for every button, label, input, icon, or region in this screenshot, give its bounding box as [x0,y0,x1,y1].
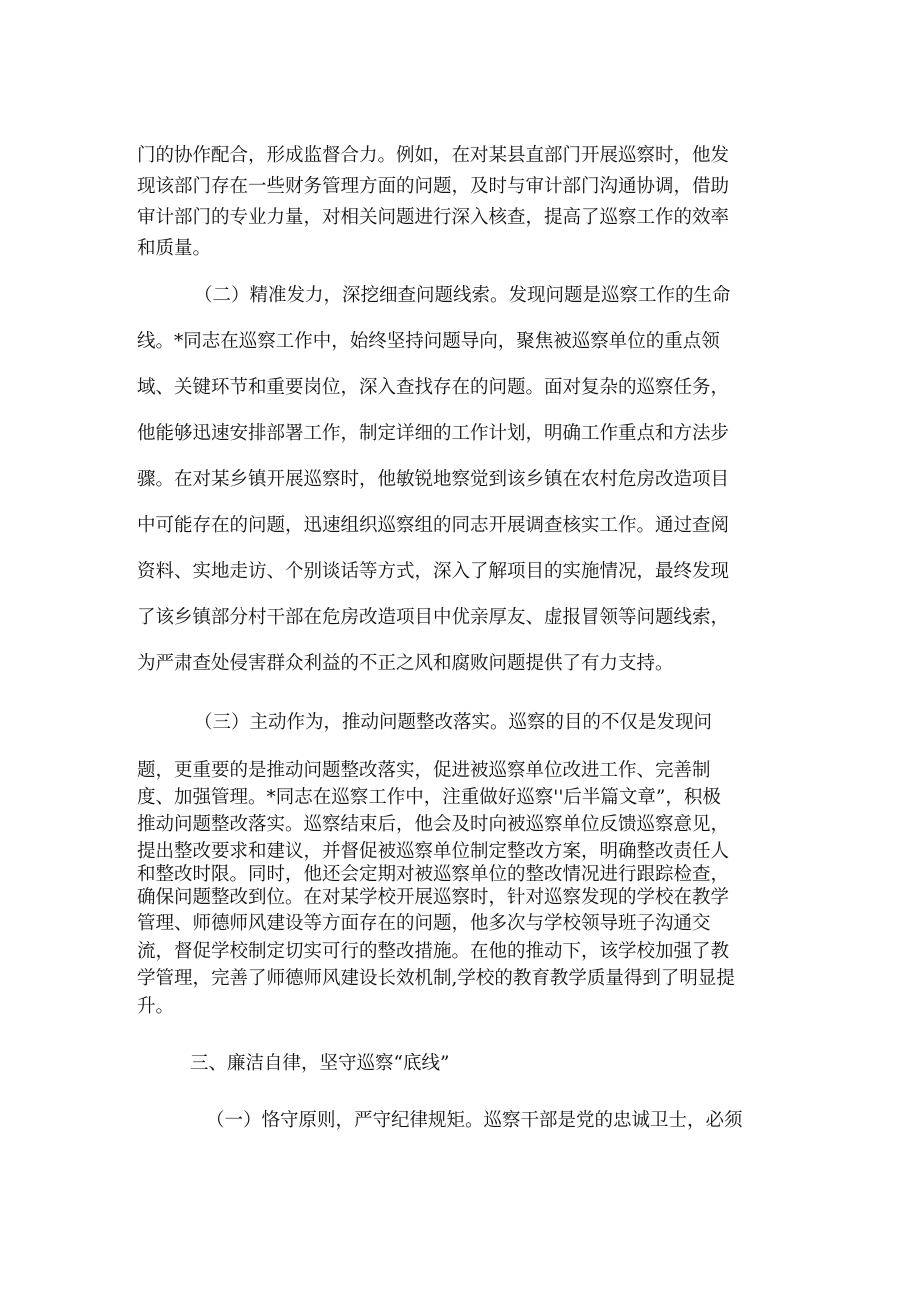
text-line: 中可能存在的问题，迅速组织巡察组的同志开展调查核实工作。通过查阅 [137,515,730,536]
text-line: 线。*同志在巡察工作中，始终坚持问题导向，聚焦被巡察单位的重点领 [137,331,720,352]
text-line: 推动问题整改落实。巡察结束后，他会及时向被巡察单位反馈巡察意见， [137,814,730,835]
text-line: 为严肃查处侵害群众利益的不正之风和腐败问题提供了有力支持。 [137,653,674,674]
text-line: 管理、师德师风建设等方面存在的问题，他多次与学校领导班子沟通交 [137,913,711,934]
text-line: 题，更重要的是推动问题整改落实，促进被巡察单位改进工作、完善制 [137,760,711,781]
text-line: 骤。在对某乡镇开展巡察时，他敏锐地察觉到该乡镇在农村危房改造项目 [137,469,730,490]
text-line: 审计部门的专业力量，对相关问题进行深入核查，提高了巡察工作的效率 [137,207,730,228]
text-line: 度、加强管理。*同志在巡察工作中，注重做好巡察''后半篇文章”，积极 [137,787,721,808]
text-line: 资料、实地走访、个别谈话等方式，深入了解项目的实施情况，最终发现 [137,561,730,582]
section-heading: 三、廉洁自律，坚守巡察“底线” [190,1053,450,1074]
text-line: 了该乡镇部分村干部在危房改造项目中优亲厚友、虚报冒领等问题线索， [137,607,730,628]
subheading-line: （一）恪守原则，严守纪律规矩。巡察干部是党的忠诚卫士，必须 [206,1110,743,1131]
subheading-line: （二）精准发力，深挖细查问题线索。发现问题是巡察工作的生命 [194,285,731,306]
text-line: 和整改时限。同时，他还会定期对被巡察单位的整改情况进行跟踪检查， [137,864,730,885]
text-line: 他能够迅速安排部署工作，制定详细的工作计划，明确工作重点和方法步 [137,423,730,444]
text-line: 确保问题整改到位。在对某学校开展巡察时，针对巡察发现的学校在教学 [137,887,730,908]
text-line: 升。 [137,996,175,1017]
text-line: 现该部门存在一些财务管理方面的问题，及时与审计部门沟通协调，借助 [137,176,730,197]
text-line: 提出整改要求和建议，并督促被巡察单位制定整改方案，明确整改责任人 [137,841,730,862]
text-line: 门的协作配合，形成监督合力。例如，在对某县直部门开展巡察时，他发 [137,145,730,166]
text-line: 学管理，完善了师德师风建设长效机制,学校的教育教学质量得到了明显提 [137,968,735,989]
text-line: 和质量。 [137,238,212,259]
subheading-line: （三）主动作为，推动问题整改落实。巡察的目的不仅是发现问 [194,712,713,733]
text-line: 域、关键环节和重要岗位，深入查找存在的问题。面对复杂的巡察任务， [137,377,730,398]
text-line: 流，督促学校制定切实可行的整改措施。在他的推动下，该学校加强了教 [137,941,730,962]
